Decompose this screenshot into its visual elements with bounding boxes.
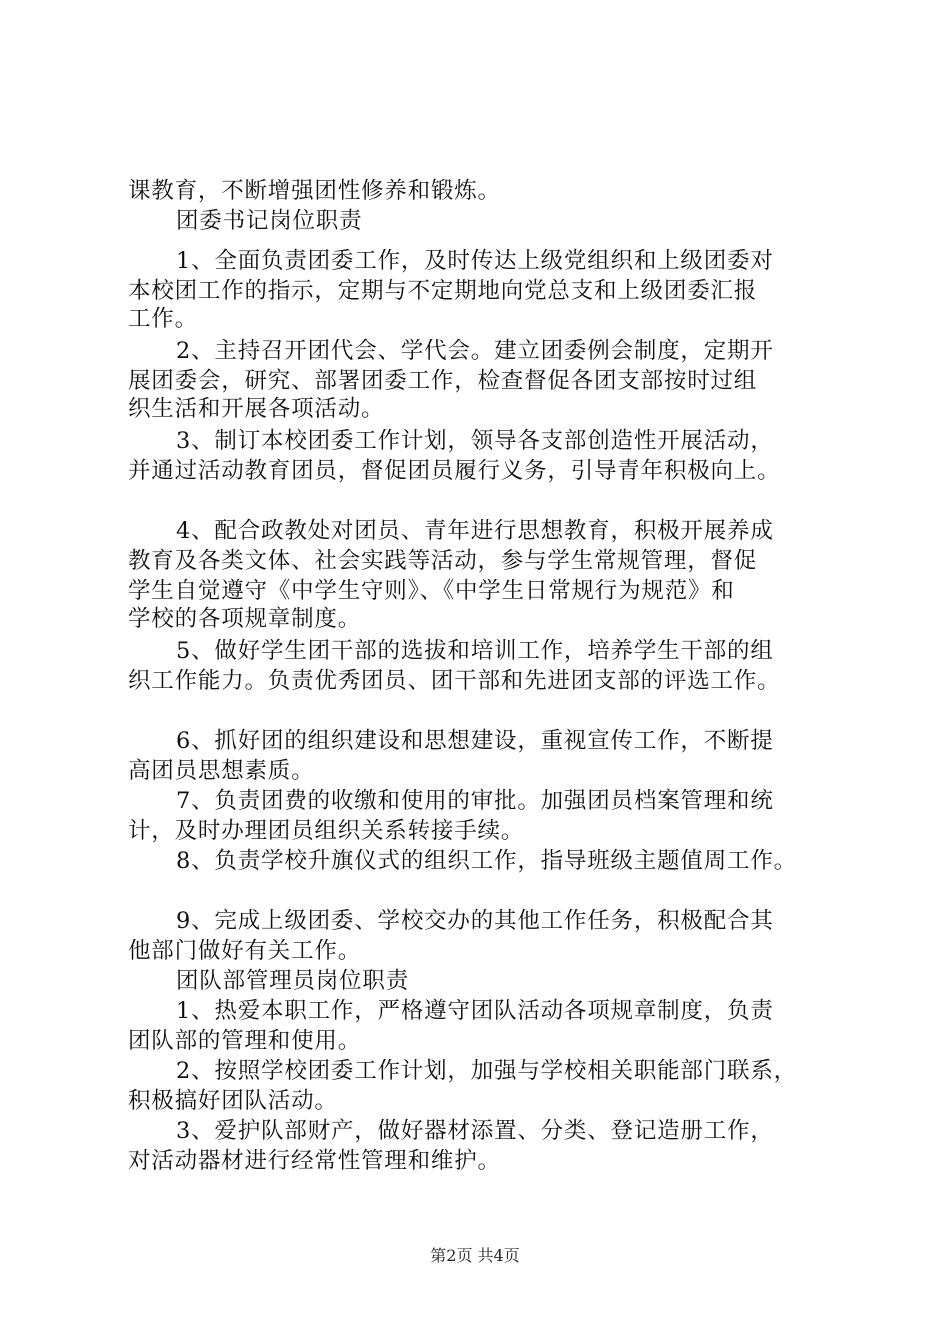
text-line: 织工作能力。负责优秀团员、团干部和先进团支部的评选工作。 <box>128 668 781 694</box>
text-line: 7、负责团费的收缴和使用的审批。加强团员档案管理和统 <box>176 788 774 814</box>
text-line: 他部门做好有关工作。 <box>128 938 362 964</box>
text-line: 课教育，不断增强团性修养和锻炼。 <box>128 178 501 204</box>
text-line: 展团委会，研究、部署团委工作，检查督促各团支部按时过组 <box>128 368 758 394</box>
text-line: 高团员思想素质。 <box>128 758 315 784</box>
text-line: 本校团工作的指示，定期与不定期地向党总支和上级团委汇报 <box>128 278 758 304</box>
text-line: 8、负责学校升旗仪式的组织工作，指导班级主题值周工作。 <box>176 848 797 874</box>
text-line: 学校的各项规章制度。 <box>128 606 362 632</box>
page-number-footer: 第2页 共4页 <box>430 1246 520 1265</box>
text-line: 2、按照学校团委工作计划，加强与学校相关职能部门联系， <box>176 1058 797 1084</box>
text-line: 积极搞好团队活动。 <box>128 1088 338 1114</box>
text-line: 团队部的管理和使用。 <box>128 1028 362 1054</box>
text-line: 9、完成上级团委、学校交办的其他工作任务，积极配合其 <box>176 908 774 934</box>
text-line: 4、配合政教处对团员、青年进行思想教育，积极开展养成 <box>176 518 774 544</box>
text-line: 6、抓好团的组织建设和思想建设，重视宣传工作，不断提 <box>176 728 774 754</box>
text-line: 工作。 <box>128 306 198 332</box>
text-line: 1、全面负责团委工作，及时传达上级党组织和上级团委对 <box>176 248 774 274</box>
section-heading: 团队部管理员岗位职责 <box>176 968 410 994</box>
text-line: 计，及时办理团员组织关系转接手续。 <box>128 818 525 844</box>
text-line: 织生活和开展各项活动。 <box>128 396 385 422</box>
text-line: 3、爱护队部财产，做好器材添置、分类、登记造册工作， <box>176 1118 774 1144</box>
text-line: 1、热爱本职工作，严格遵守团队活动各项规章制度，负责 <box>176 998 774 1024</box>
text-line: 3、制订本校团委工作计划，领导各支部创造性开展活动， <box>176 428 774 454</box>
text-line: 并通过活动教育团员，督促团员履行义务，引导青年积极向上。 <box>128 458 781 484</box>
section-heading: 团委书记岗位职责 <box>176 208 363 234</box>
text-line: 教育及各类文体、社会实践等活动，参与学生常规管理，督促 <box>128 548 758 574</box>
text-line: 5、做好学生团干部的选拔和培训工作，培养学生干部的组 <box>176 638 774 664</box>
text-line: 2、主持召开团代会、学代会。建立团委例会制度，定期开 <box>176 338 774 364</box>
text-line: 学生自觉遵守《中学生守则》、《中学生日常规行为规范》和 <box>128 578 735 604</box>
text-line: 对活动器材进行经常性管理和维护。 <box>128 1148 501 1174</box>
